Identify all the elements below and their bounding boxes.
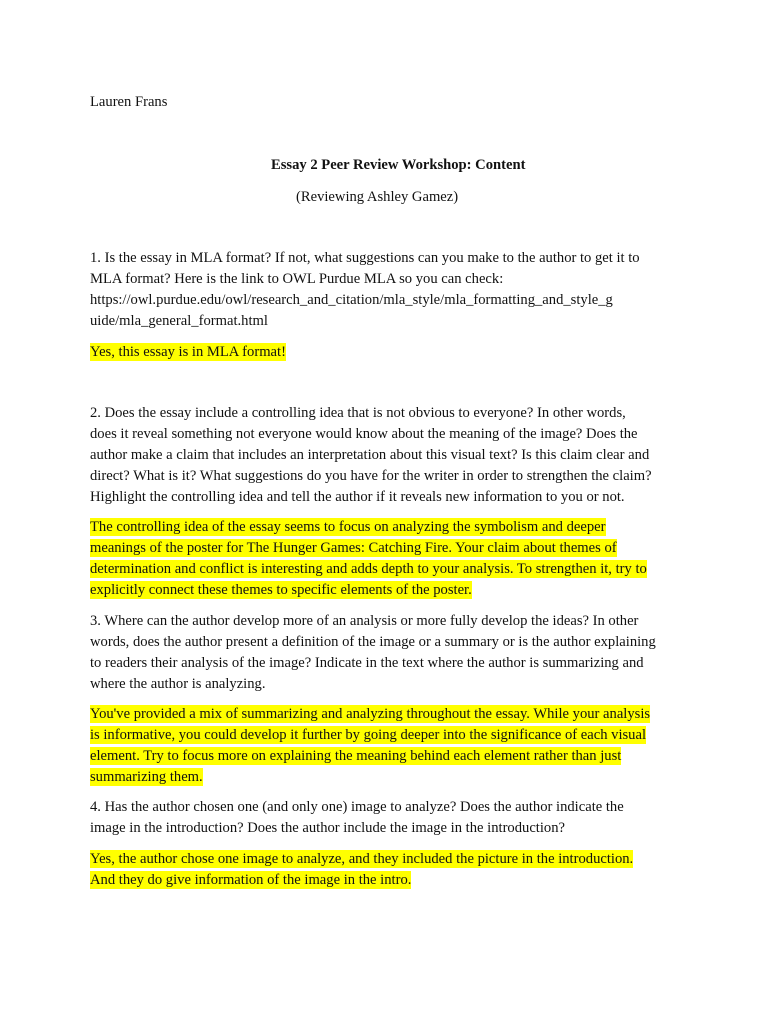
question-3-line-4: where the author is analyzing. — [90, 676, 266, 692]
answer-3-line-1 — [90, 704, 650, 725]
answer-2-line-3 — [90, 559, 647, 580]
question-2-line-2: does it reveal something not everyone would know about the meaning of the image? Does the — [90, 426, 638, 442]
answer-highlight: determination and conflict is interesting and adds depth to your analysis. To strengthen it, try to — [90, 561, 647, 577]
question-1-line-3: https://owl.purdue.edu/owl/research_and_citation/mla_style/mla_formatting_and_style_g — [90, 292, 613, 308]
answer-highlight: summarizing them. — [90, 769, 203, 785]
answer-highlight: explicitly connect these themes to specific elements of the poster. — [90, 582, 472, 598]
question-1-line-4: uide/mla_general_format.html — [90, 313, 268, 329]
answer-3-line-4 — [90, 767, 203, 788]
page-title: Essay 2 Peer Review Workshop: Content — [271, 157, 526, 173]
answer-3-line-3 — [90, 746, 621, 767]
answer-2-line-2 — [90, 538, 617, 559]
question-2-line-3: author make a claim that includes an interpretation about this visual text? Is this claim clear and — [90, 447, 650, 463]
answer-highlight: The controlling idea of the essay seems to focus on analyzing the symbolism and deeper — [90, 519, 606, 535]
answer-3-line-2 — [90, 725, 646, 746]
answer-highlight: is informative, you could develop it further by going deeper into the significance of each visual — [90, 727, 647, 743]
author-name: Lauren Frans — [90, 94, 168, 110]
page-subtitle: (Reviewing Ashley Gamez) — [296, 189, 459, 205]
answer-1-line-1 — [90, 342, 286, 363]
question-1-line-1: 1. Is the essay in MLA format? If not, what suggestions can you make to the author to get it to — [90, 250, 640, 266]
question-4-line-2: image in the introduction? Does the author include the image in the introduction? — [90, 820, 565, 836]
question-3-line-1: 3. Where can the author develop more of an analysis or more fully develop the ideas? In other — [90, 613, 639, 629]
question-1-line-2: MLA format? Here is the link to OWL Purdue MLA so you can check: — [90, 271, 504, 287]
question-2-line-4: direct? What is it? What suggestions do you have for the writer in order to strengthen the claim? — [90, 468, 652, 484]
answer-highlight: You've provided a mix of summarizing and analyzing throughout the essay. While your analysis — [90, 706, 651, 722]
question-3-line-3: to readers their analysis of the image? Indicate in the text where the author is summarizing and — [90, 655, 644, 671]
answer-2-line-4 — [90, 580, 472, 601]
question-2-line-5: Highlight the controlling idea and tell the author if it reveals new information to you or not. — [90, 489, 625, 505]
question-2-line-1: 2. Does the essay include a controlling idea that is not obvious to everyone? In other words, — [90, 405, 626, 421]
answer-highlight: Yes, this essay is in MLA format! — [90, 344, 286, 360]
answer-4-line-2 — [90, 870, 411, 891]
answer-highlight: element. Try to focus more on explaining the meaning behind each element rather than just — [90, 748, 622, 764]
answer-4-line-1 — [90, 849, 633, 870]
answer-highlight: And they do give information of the image in the intro. — [90, 872, 412, 888]
question-4-line-1: 4. Has the author chosen one (and only one) image to analyze? Does the author indicate the — [90, 799, 624, 815]
answer-2-line-1 — [90, 517, 606, 538]
answer-highlight: Yes, the author chose one image to analyze, and they included the picture in the introduction. — [90, 851, 634, 867]
answer-highlight: meanings of the poster for The Hunger Games: Catching Fire. Your claim about themes of — [90, 540, 617, 556]
question-3-line-2: words, does the author present a definition of the image or a summary or is the author explaining — [90, 634, 656, 650]
